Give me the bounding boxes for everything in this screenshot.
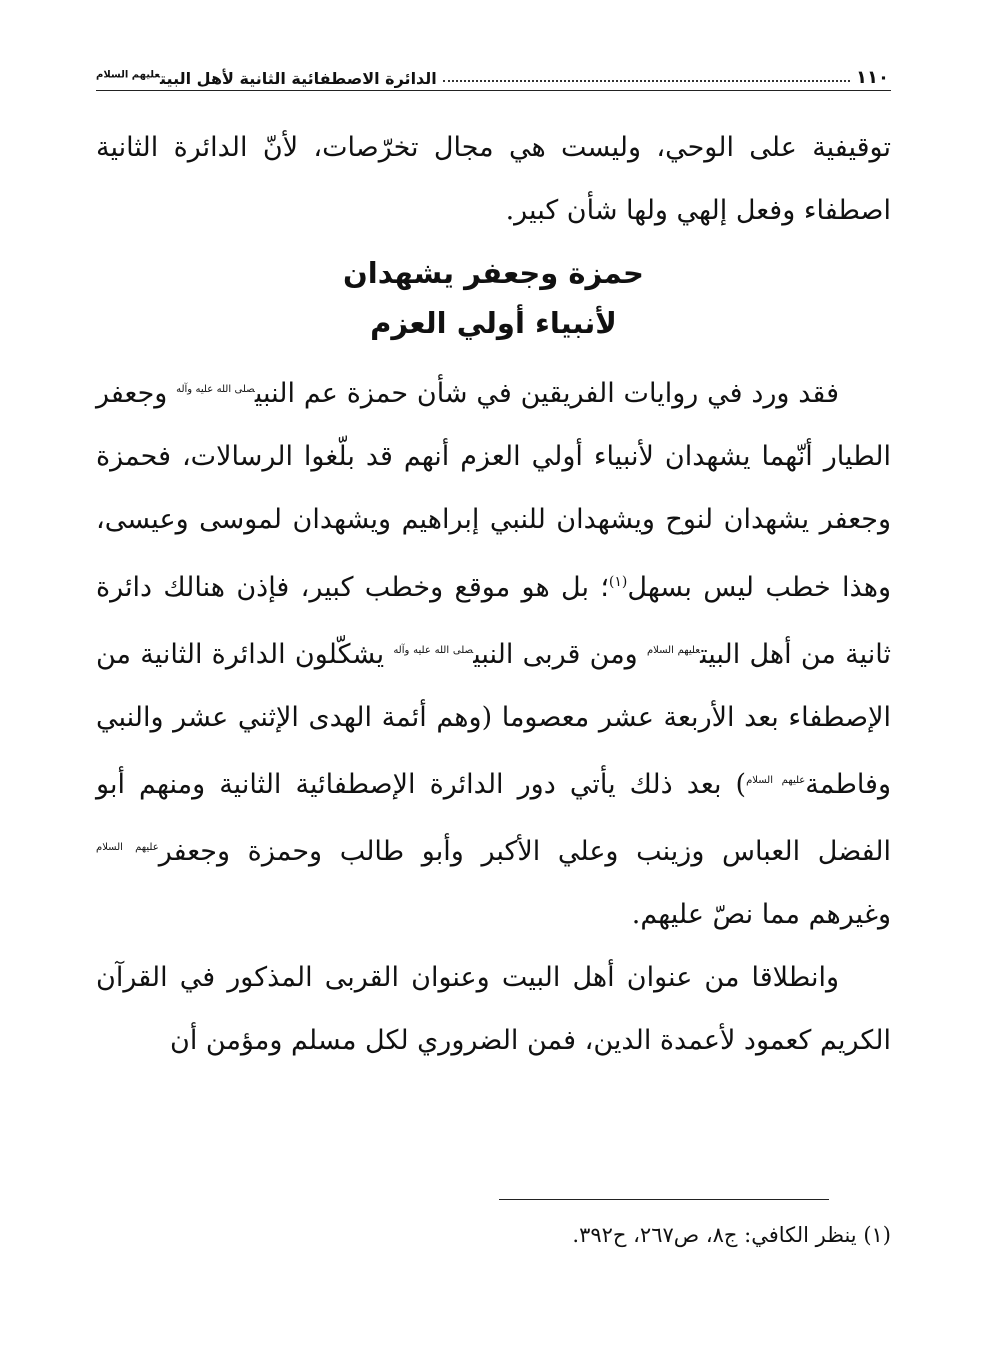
p2-part-b: وجعفر الطيار أنّهما يشهدان لأنبياء أولي العزم أنهم قد بلّغوا الرسالات، فحمزة وجعفر يشهدان لنوح ويشهدان للنبي إبراهيم ويشهدان لموسى وعيسى، وهذا خطب ليس بسهل: [96, 378, 891, 603]
honorific-mark: عليهم السلام: [746, 775, 806, 786]
p2-part-f: ) بعد ذلك يأتي دور الدائرة الإصطفائية الثانية ومنهم أبو الفضل العباس وزينب وعلي الأكبر وأبو طالب وحمزة وجعفر: [96, 769, 891, 867]
header-rule: [96, 90, 891, 91]
honorific-mark: صلى الله عليه وآله: [393, 645, 474, 656]
p2-part-c: ؛ بل هو موقع وخطب كبير، فإذن هنالك دائرة ثانية من أهل البيت: [96, 572, 891, 670]
footnote-rule: [499, 1199, 829, 1200]
paragraph-2: [96, 358, 891, 946]
p1-line-1: توقيفية على الوحي، وليست هي مجال تخرّصات، لأنّ الدائرة الثانية اصطفاء: [96, 132, 891, 226]
heading-line-1: حمزة وجعفر يشهدان: [343, 256, 644, 290]
paragraph-1: [96, 116, 891, 242]
honorific-mark: عليهم السلام: [646, 645, 701, 656]
running-header: [96, 52, 889, 88]
honorific-mark: صلى الله عليه وآله: [176, 384, 255, 395]
body-text: [96, 116, 891, 1072]
paragraph-3: وانطلاقا من عنوان أهل البيت وعنوان القربى المذكور في القرآن الكريم كعمود لأعمدة الدين، فمن الضروري لكل مسلم ومؤمن أن: [96, 962, 891, 1056]
running-title: [96, 69, 437, 88]
section-heading: [96, 248, 891, 348]
p1-line-2: وفعل إلهي ولها شأن كبير.: [505, 195, 796, 226]
heading-line-2: لأنبياء أولي العزم: [370, 306, 617, 340]
footnote: (١) ينظر الكافي: ج٨، ص٢٦٧، ح٣٩٢.: [572, 1223, 891, 1247]
honorific-mark: عليهم السلام: [96, 69, 161, 81]
p2-part-a: فقد ورد في روايات الفريقين في شأن حمزة عم النبي: [254, 378, 839, 409]
p2-part-d: ومن قربى النبي: [473, 639, 638, 670]
p2-part-e: يشكّلون الدائرة الثانية من الإصطفاء بعد الأربعة عشر معصوما (وهم أئمة الهدى الإثني عشر والنبي وفاطمة: [96, 639, 891, 800]
p2-part-g: وغيرهم مما نصّ عليهم.: [631, 899, 891, 930]
honorific-mark: عليهم السلام: [96, 842, 159, 853]
running-title-text: الدائرة الاصطفائية الثانية لأهل البيت: [160, 69, 437, 88]
page-number: ١١٠: [856, 67, 889, 88]
header-dot-leader: [443, 80, 850, 82]
footnote-reference[interactable]: (١): [608, 574, 628, 590]
